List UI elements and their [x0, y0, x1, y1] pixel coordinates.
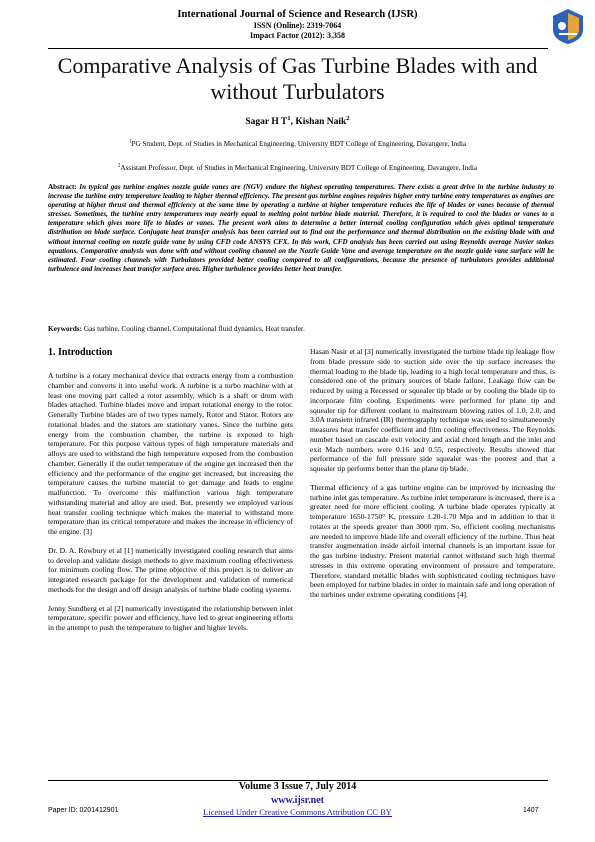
- author-list: [0, 114, 595, 127]
- footer-volume: Volume 3 Issue 7, July 2014: [238, 781, 357, 792]
- affiliation-2-text: Assistant Professor, Dept. of Studies in Mechanical Engineering, University BDT College of Engineering, Davangere, India: [120, 164, 478, 172]
- affiliation-2: [0, 164, 595, 172]
- paper-title: Comparative Analysis of Gas Turbine Blades with and without Turbulators: [57, 53, 538, 104]
- footer-license-link[interactable]: Licensed Under Creative Commons Attribution CC BY: [203, 807, 392, 817]
- footer-page-number: 1407: [523, 807, 539, 814]
- journal-name: International Journal of Science and Research (IJSR): [177, 9, 418, 20]
- affiliation-1-sup: 1: [128, 139, 132, 145]
- paragraph: A turbine is a rotary mechanical device that extracts energy from a combustion chamber and converts it into useful work. A turbine is a turbo machine with at least one moving part called a rotor assembly, which is a shaft or drum with blades attached. Turbine blades move and impart rotational energy to the rotor. Generally Turbine blades are of two types namely, Rotor and Stator. Rotors are rotational blades and the stators are stationary vanes. Since the turbine gets energy from the combustion chamber, the turbine is exposed to high temperature. For this purpose various types of high temperature materials and alloys are used to withstand the high temperature exposed from the combustion chamber. Generally if the outlet temperature of the engine get increased then the efficiency and the performance of the engine get increased, but increasing the temperature causes the turbine material to get damage and leads to engine malfunction. To overcome this malfunction various high temperature withstanding material and alloy are used. But, presently we employed various heat transfer cooling technique which makes the material to withstand more temperature than its critical temperature and makes the increase in efficiency of the engine. [3]: [48, 371, 293, 536]
- left-column: [48, 347, 293, 642]
- abstract-text: In typical gas turbine engines nozzle guide vanes are (NGV) endure the highest operating temperatures. There exists a great drive in the turbine industry to increase the turbine entry temperature leading to higher thermal efficiency. The present gas turbine engines requires higher entry turbine entry temperatures as engines are operating at higher thrust and thermal efficiency at the same time by operating a turbine at higher temperature reduces the life of blades or vanes because of thermal stresses. Sometimes, the turbine entry temperatures may nearly equal to melting point turbine blade material. Therefore, it is required to cool the blades or vanes to a temperature which gives more life to blades or vanes. The present work aims to determine a better internal cooling configuration which gives optimal temperature distribution on blade surface. Conjugate heat transfer analysis has been carried out to find out the performance and thermal distribution on the existing blade with and without internal cooling on nozzle guide vane by using CFD code ANSYS CFX. In this work, CFD analysis has been carried out using Reynolds average Navier stokes equations. Comparative analysis was done with and without cooling channel on the Nozzle Guide Vane and average temperature on the nozzle guide vane surface will be estimated. Four cooling channels with Turbulators provided better cooling compared to all configurations, because the presence of turbulators provides additional turbulence and increases heat transfer surface area. Higher turbulence provides better heat transfer.: [48, 183, 554, 273]
- section-heading-introduction: 1. Introduction: [48, 347, 113, 358]
- right-column: [310, 347, 555, 609]
- author-1: Sagar H T: [245, 117, 288, 127]
- keywords-text: Gas turbine, Cooling channel, Computational fluid dynamics, Heat transfer.: [83, 324, 305, 333]
- footer-journal-link[interactable]: www.ijsr.net: [271, 795, 324, 806]
- header-rule: [48, 48, 548, 49]
- author-2: Kishan Naik: [295, 117, 347, 127]
- paragraph: Thermal efficiency of a gas turbine engine can be improved by increasing the turbine inlet gas temperature. As turbine inlet temperature is increased, there is a greater need for more efficient cooling. A turbine blade operates typically at temperature 1650-1750° K, pressure 1.20-1.70 Mpa and in addition to that it rotates at the speeds greater than 3000 rpm. So, efficient cooling mechanisms are needed to improve blade life and overall efficiency of the turbine. Thus heat transfer augmentation inside airfoil internal channels is an important issue for the gas turbine industry. Present material cannot withstand such high thermal stresses in this extreme operating environment of pressure and temperature. Therefore, standard metallic blades with sophisticated cooling techniques have been employed for turbine blades in order to maintain safe and long operation of the turbines under extreme operating conditions [4].: [310, 482, 555, 599]
- paragraph: Jenny Sundberg et al [2] numerically investigated the relationship between inlet temperature, specific power and efficiency, have led to great engineering efforts in the attempt to push the temperature to higher and higher levels.: [48, 603, 293, 632]
- author-separator: ,: [290, 117, 296, 127]
- affiliation-1-text: PG Student, Dept. of Studies in Mechanical Engineering, University BDT College of Engineering, Davangere, India: [131, 140, 467, 148]
- keywords: [48, 324, 554, 333]
- footer-paper-id: Paper ID: 0201412901: [48, 807, 119, 814]
- author-1-sup: 1: [287, 114, 291, 122]
- abstract-label: Abstract:: [48, 183, 77, 191]
- paragraph: Hasan Nasir et al [3] numerically investigated the turbine blade tip leakage flow from blade pressure side to suction side over the tip surface increases the thermal loading to the blade tip, leading to a high local temperature and thus, is considered one of the primary sources of blade failure. Leakage flow can be reduced by using a Recessed or squealer tip blade or by cooling the blade tip to incorporate film cooling. Experiments were performed for plane tip and squealer tip for different coolant to mainstream blowing ratios of 1.0, 2.0, and 3.0A transient infrared (IR) thermography technique was used to simultaneously measures heat transfer coefficient and film cooling effectiveness. The Reynolds number based on cascade exit velocity and axial chord length and the inlet and exit Mach numbers were 0.16 and 0.55, respectively. Results showed that performance of the full pressure side squealer was the poorest and that a squealer tip performs better than the plane tip blade.: [310, 347, 555, 473]
- ijsr-logo-icon: [547, 6, 589, 46]
- affiliation-2-sup: 2: [117, 163, 121, 169]
- journal-issn: ISSN (Online): 2319-7064: [253, 21, 342, 30]
- journal-impact-factor: Impact Factor (2012): 3.358: [250, 31, 345, 40]
- paragraph: Dr. D. A. Rowbury et al [1] numerically investigated cooling research that aims to develop and validate design methods to give maximum cooling effectiveness for minimum cooling flow. The prime objective of this project is to deliver an integrated research package for the development and validation of numerical methods for the design and off design analysis of turbine blade cooling systems.: [48, 545, 293, 594]
- journal-header: [0, 8, 595, 41]
- abstract: [48, 183, 554, 274]
- author-2-sup: 2: [346, 114, 350, 122]
- affiliation-1: [0, 140, 595, 148]
- keywords-label: Keywords:: [48, 324, 83, 333]
